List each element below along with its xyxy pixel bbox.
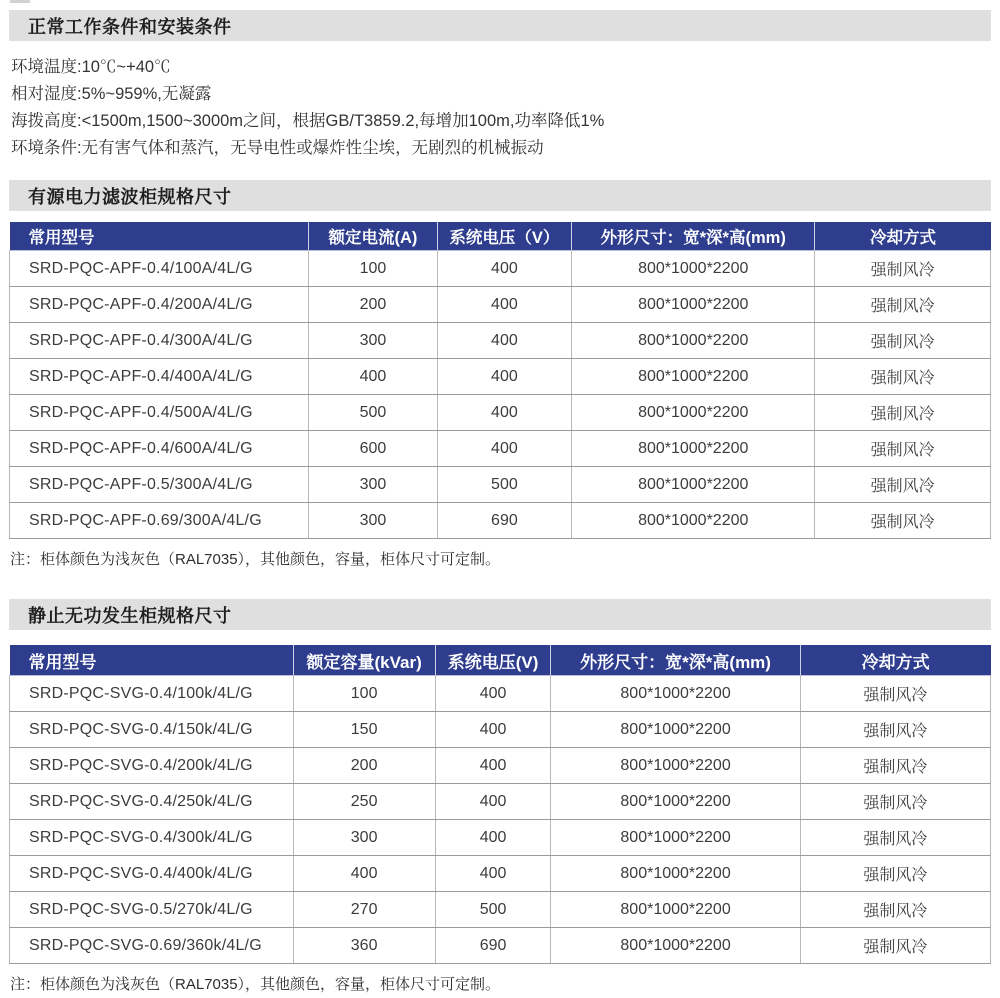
model-cell: SRD-PQC-SVG-0.4/200k/4L/G bbox=[10, 748, 294, 784]
value-cell: 800*1000*2200 bbox=[572, 287, 815, 323]
model-cell: SRD-PQC-APF-0.4/500A/4L/G bbox=[10, 395, 309, 431]
condition-line: 海拨高度:<1500m,1500~3000m之间，根据GB/T3859.2,每增加100m,功率降低1% bbox=[11, 112, 605, 130]
value-cell: 800*1000*2200 bbox=[572, 323, 815, 359]
value-cell: 强制风冷 bbox=[815, 359, 991, 395]
value-cell: 500 bbox=[435, 892, 551, 928]
value-cell: 400 bbox=[435, 712, 551, 748]
table-row bbox=[10, 676, 991, 712]
value-cell: 400 bbox=[437, 359, 571, 395]
value-cell: 300 bbox=[309, 323, 438, 359]
value-cell: 690 bbox=[435, 928, 551, 964]
value-cell: 400 bbox=[435, 820, 551, 856]
table-row bbox=[10, 712, 991, 748]
table-row bbox=[10, 892, 991, 928]
table-header-row bbox=[10, 645, 991, 676]
column-header: 额定容量(kVar) bbox=[293, 645, 435, 676]
value-cell: 690 bbox=[437, 503, 571, 539]
value-cell: 800*1000*2200 bbox=[551, 748, 800, 784]
section-title-conditions: 正常工作条件和安装条件 bbox=[28, 16, 232, 37]
value-cell: 500 bbox=[309, 395, 438, 431]
apf-table-note: 注：柜体颜色为浅灰色（RAL7035），其他颜色，容量，柜体尺寸可定制。 bbox=[10, 551, 501, 568]
value-cell: 强制风冷 bbox=[815, 287, 991, 323]
condition-line: 环境条件:无有害气体和蒸汽，无导电性或爆炸性尘埃，无剧烈的机械振动 bbox=[11, 139, 544, 157]
value-cell: 强制风冷 bbox=[815, 395, 991, 431]
value-cell: 强制风冷 bbox=[815, 503, 991, 539]
value-cell: 200 bbox=[293, 748, 435, 784]
value-cell: 800*1000*2200 bbox=[572, 251, 815, 287]
value-cell: 800*1000*2200 bbox=[572, 359, 815, 395]
table-row bbox=[10, 748, 991, 784]
column-header: 常用型号 bbox=[10, 645, 294, 676]
model-cell: SRD-PQC-SVG-0.4/300k/4L/G bbox=[10, 820, 294, 856]
table-header-row bbox=[10, 222, 991, 251]
value-cell: 360 bbox=[293, 928, 435, 964]
value-cell: 强制风冷 bbox=[800, 820, 990, 856]
model-cell: SRD-PQC-APF-0.4/200A/4L/G bbox=[10, 287, 309, 323]
model-cell: SRD-PQC-SVG-0.69/360k/4L/G bbox=[10, 928, 294, 964]
section-svg bbox=[9, 599, 991, 994]
value-cell: 300 bbox=[309, 467, 438, 503]
value-cell: 强制风冷 bbox=[800, 892, 990, 928]
value-cell: 800*1000*2200 bbox=[551, 712, 800, 748]
conditions-text-block bbox=[11, 54, 991, 162]
value-cell: 400 bbox=[437, 287, 571, 323]
value-cell: 800*1000*2200 bbox=[572, 467, 815, 503]
value-cell: 500 bbox=[437, 467, 571, 503]
value-cell: 400 bbox=[437, 323, 571, 359]
table-row bbox=[10, 287, 991, 323]
value-cell: 800*1000*2200 bbox=[572, 431, 815, 467]
value-cell: 800*1000*2200 bbox=[551, 892, 800, 928]
value-cell: 强制风冷 bbox=[815, 251, 991, 287]
value-cell: 400 bbox=[435, 748, 551, 784]
value-cell: 250 bbox=[293, 784, 435, 820]
model-cell: SRD-PQC-APF-0.4/600A/4L/G bbox=[10, 431, 309, 467]
value-cell: 150 bbox=[293, 712, 435, 748]
section-title-bar-apf bbox=[9, 180, 991, 211]
value-cell: 强制风冷 bbox=[815, 431, 991, 467]
condition-line: 环境温度:10℃~+40℃ bbox=[11, 58, 171, 76]
value-cell: 600 bbox=[309, 431, 438, 467]
svg-table-note: 注：柜体颜色为浅灰色（RAL7035），其他颜色，容量，柜体尺寸可定制。 bbox=[10, 976, 501, 993]
column-header: 系统电压（V） bbox=[437, 222, 571, 251]
value-cell: 800*1000*2200 bbox=[551, 856, 800, 892]
value-cell: 400 bbox=[435, 676, 551, 712]
section-apf bbox=[9, 180, 991, 569]
column-header: 外形尺寸：宽*深*高(mm) bbox=[572, 222, 815, 251]
value-cell: 400 bbox=[435, 784, 551, 820]
value-cell: 800*1000*2200 bbox=[551, 676, 800, 712]
condition-line: 相对湿度:5%~959%,无凝露 bbox=[11, 85, 212, 103]
value-cell: 300 bbox=[309, 503, 438, 539]
value-cell: 400 bbox=[437, 431, 571, 467]
apf-spec-table bbox=[9, 222, 991, 539]
column-header: 冷却方式 bbox=[800, 645, 990, 676]
model-cell: SRD-PQC-APF-0.4/300A/4L/G bbox=[10, 323, 309, 359]
value-cell: 400 bbox=[309, 359, 438, 395]
value-cell: 400 bbox=[437, 251, 571, 287]
value-cell: 800*1000*2200 bbox=[572, 503, 815, 539]
table-row bbox=[10, 395, 991, 431]
table-row bbox=[10, 467, 991, 503]
model-cell: SRD-PQC-SVG-0.4/100k/4L/G bbox=[10, 676, 294, 712]
model-cell: SRD-PQC-SVG-0.4/250k/4L/G bbox=[10, 784, 294, 820]
value-cell: 强制风冷 bbox=[800, 712, 990, 748]
value-cell: 300 bbox=[293, 820, 435, 856]
model-cell: SRD-PQC-APF-0.4/400A/4L/G bbox=[10, 359, 309, 395]
value-cell: 200 bbox=[309, 287, 438, 323]
value-cell: 强制风冷 bbox=[800, 784, 990, 820]
section-title-apf: 有源电力滤波柜规格尺寸 bbox=[28, 186, 232, 207]
model-cell: SRD-PQC-APF-0.4/100A/4L/G bbox=[10, 251, 309, 287]
model-cell: SRD-PQC-SVG-0.4/400k/4L/G bbox=[10, 856, 294, 892]
column-header: 常用型号 bbox=[10, 222, 309, 251]
model-cell: SRD-PQC-SVG-0.4/150k/4L/G bbox=[10, 712, 294, 748]
value-cell: 800*1000*2200 bbox=[551, 784, 800, 820]
table-row bbox=[10, 251, 991, 287]
value-cell: 强制风冷 bbox=[800, 748, 990, 784]
column-header: 系统电压(V) bbox=[435, 645, 551, 676]
section-title-bar-svg bbox=[9, 599, 991, 630]
table-row bbox=[10, 820, 991, 856]
table-row bbox=[10, 431, 991, 467]
value-cell: 强制风冷 bbox=[815, 467, 991, 503]
table-row bbox=[10, 856, 991, 892]
table-row bbox=[10, 784, 991, 820]
value-cell: 800*1000*2200 bbox=[572, 395, 815, 431]
table-row bbox=[10, 359, 991, 395]
value-cell: 270 bbox=[293, 892, 435, 928]
value-cell: 100 bbox=[293, 676, 435, 712]
column-header: 外形尺寸：宽*深*高(mm) bbox=[551, 645, 800, 676]
column-header: 额定电流(A) bbox=[309, 222, 438, 251]
value-cell: 800*1000*2200 bbox=[551, 820, 800, 856]
svg-spec-table bbox=[9, 645, 991, 964]
column-header: 冷却方式 bbox=[815, 222, 991, 251]
value-cell: 400 bbox=[435, 856, 551, 892]
value-cell: 强制风冷 bbox=[815, 323, 991, 359]
value-cell: 400 bbox=[293, 856, 435, 892]
section-title-svg: 静止无功发生柜规格尺寸 bbox=[28, 605, 232, 626]
value-cell: 强制风冷 bbox=[800, 928, 990, 964]
value-cell: 强制风冷 bbox=[800, 856, 990, 892]
value-cell: 强制风冷 bbox=[800, 676, 990, 712]
value-cell: 800*1000*2200 bbox=[551, 928, 800, 964]
value-cell: 100 bbox=[309, 251, 438, 287]
table-row bbox=[10, 928, 991, 964]
section-title-bar-conditions bbox=[9, 10, 991, 41]
top-edge-mark bbox=[10, 0, 30, 3]
value-cell: 400 bbox=[437, 395, 571, 431]
table-row bbox=[10, 503, 991, 539]
table-row bbox=[10, 323, 991, 359]
model-cell: SRD-PQC-APF-0.5/300A/4L/G bbox=[10, 467, 309, 503]
model-cell: SRD-PQC-APF-0.69/300A/4L/G bbox=[10, 503, 309, 539]
section-conditions bbox=[9, 10, 991, 162]
model-cell: SRD-PQC-SVG-0.5/270k/4L/G bbox=[10, 892, 294, 928]
